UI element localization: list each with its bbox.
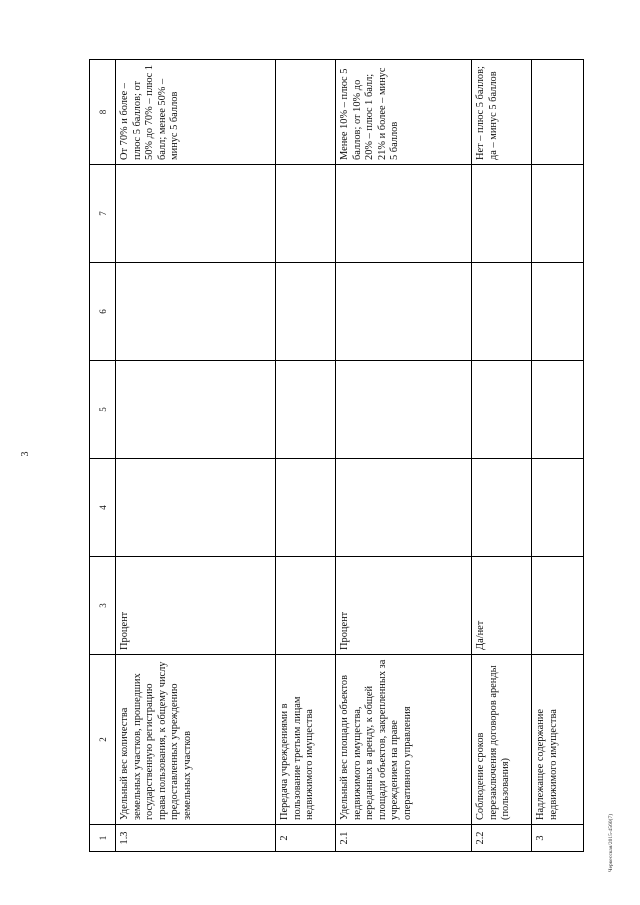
row-number: 3	[532, 825, 584, 852]
page-number: 3	[20, 451, 31, 457]
table-row	[532, 60, 584, 852]
header-row	[90, 60, 116, 852]
table-wrapper	[89, 60, 583, 852]
row-unit: Процент	[336, 557, 472, 655]
table-cell	[276, 263, 336, 361]
header-cell: 1	[90, 825, 116, 852]
row-number: 1.3	[116, 825, 276, 852]
table-cell	[336, 459, 472, 557]
row-scoring	[532, 60, 584, 165]
row-indicator: Соблюдение сроков перезаключения договоров аренды (пользования)	[472, 655, 532, 825]
table-row	[472, 60, 532, 852]
table-cell	[336, 361, 472, 459]
table-row	[116, 60, 276, 852]
table-cell	[116, 459, 276, 557]
table-cell	[532, 361, 584, 459]
table-cell	[532, 263, 584, 361]
header-cell: 7	[90, 165, 116, 263]
row-scoring: Менее 10% – плюс 5 баллов; от 10% до 20% – плюс 1 балл; 21% и более – минус 5 баллов	[336, 60, 472, 165]
table-cell	[472, 361, 532, 459]
criteria-table	[89, 59, 584, 852]
row-unit: Да/нет	[472, 557, 532, 655]
header-cell: 6	[90, 263, 116, 361]
row-unit: Процент	[116, 557, 276, 655]
table-cell	[336, 263, 472, 361]
row-scoring	[276, 60, 336, 165]
table-cell	[472, 459, 532, 557]
table-cell	[532, 165, 584, 263]
footer-text: Черкесская/2015-4560(7)	[608, 813, 614, 872]
header-cell: 4	[90, 459, 116, 557]
row-indicator: Передача учреждениями в пользование третьим лицам недвижимого имущества	[276, 655, 336, 825]
header-cell: 5	[90, 361, 116, 459]
table-cell	[116, 263, 276, 361]
table-row	[336, 60, 472, 852]
row-unit	[532, 557, 584, 655]
header-cell: 8	[90, 60, 116, 165]
table-cell	[276, 165, 336, 263]
row-scoring: Нет – плюс 5 баллов; да – минус 5 баллов	[472, 60, 532, 165]
table-cell	[116, 361, 276, 459]
row-scoring: От 70% и более – плюс 5 баллов; от 50% до 70% – плюс 1 балл; менее 50% – минус 5 баллов	[116, 60, 276, 165]
row-indicator: Удельный вес площади объектов недвижимого имущества, переданных в аренду, к общей площади объектов, закрепленных за учреждением на праве оперативного управления	[336, 655, 472, 825]
table-cell	[276, 459, 336, 557]
table-row	[276, 60, 336, 852]
row-indicator: Удельный вес количества земельных участков, прошедших государственную регистрацию права пользования, к общему числу предоставленных учреждению земельных участков	[116, 655, 276, 825]
table-cell	[116, 165, 276, 263]
table-cell	[532, 459, 584, 557]
table-cell	[276, 361, 336, 459]
row-number: 2	[276, 825, 336, 852]
row-unit	[276, 557, 336, 655]
table-cell	[472, 165, 532, 263]
row-indicator: Надлежащее содержание недвижимого имущества	[532, 655, 584, 825]
row-number: 2.1	[336, 825, 472, 852]
table-cell	[336, 165, 472, 263]
header-cell: 3	[90, 557, 116, 655]
header-cell: 2	[90, 655, 116, 825]
row-number: 2.2	[472, 825, 532, 852]
table-cell	[472, 263, 532, 361]
